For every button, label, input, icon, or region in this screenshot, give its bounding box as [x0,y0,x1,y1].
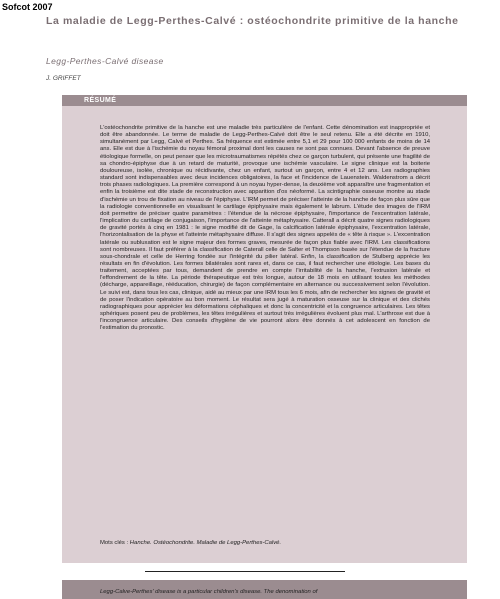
abstract-header-bar [62,95,467,106]
abstract-body-text: L'ostéochondrite primitive de la hanche est une maladie très particulière de l'enfant. Cette dénomination est inappropriée et doit être abandonnée. Le terme de maladie de Legg-Perthes-Calvé doit être le seul retenu. Elle a été décrite en 1910, simultanément par Legg, Calvé et Perthes. Sa fréquence est estimée entre 5,1 et 29 pour 100 000 enfants de moins de 14 ans. Elle est due à l'ischémie du noyau fémoral proximal dont les causes ne sont pas connues. Devant l'absence de preuve étiologique formelle, on peut penser que les microtraumatismes répétés chez ce garçon turbulent, qui présente une fragilité de sa chondro-épiphyse due à un retard de maturité, provoque une ischémie vasculaire. Le signe clinique est la boiterie douloureuse, isolée, chronique ou récidivante, chez un enfant, surtout un garçon, entre 4 et 12 ans. Les radiographies standard sont indispensables avec deux incidences obligatoires, la face et l'incidence de Lauenstein. Waldenstrom a décrit trois phases radiologiques. La première correspond à un noyau hyper-dense, la deuxième voit apparaître une fragmentation et enfin la troisième est dite stade de reconstruction avec apparition d'os néoformé. La scintigraphie osseuse montre au stade d'ischémie un trou de fixation au niveau de l'épiphyse. L'IRM permet de préciser l'atteinte de la hanche de façon plus sûre que la radiologie conventionnelle en visualisant le cartilage épiphysaire mais également le labrum. L'étude des images de l'IRM doit permettre de préciser quatre paramètres : l'étendue de la nécrose épiphysaire, l'importance de l'excentration latérale, l'implication du cartilage de conjugaison, l'importance de l'atteinte métaphysaire. Catterall a décrit quatre signes radiologiques de gravité portés à cinq en 1981 : le signe modifié dit de Gage, la calcification latérale épiphysaire, l'excentration latérale, l'horizontalisation de la physe et l'atteinte métaphysaire diffuse. Il s'agit des signes appelés de « tête à risque ». L'excentration latérale ou subluxation est le signe majeur des formes graves, mesurée de façon plus fiable avec l'IRM. Les classifications sont nombreuses. Il faut préférer à la classification de Caterall celle de Salter et Thompson basée sur l'étendue de la fracture sous-chondrale et celle de Herring fondée sur l'intégrité du pilier latéral. Enfin, la classification de Stulberg apprécie les résultats en fin d'évolution. Les formes bilatérales sont rares et, dans ce cas, il faut rechercher une étiologie. Les bases du traitement, acceptées par tous, demandent de prendre en compte l'irritabilité de la hanche, l'extrusion latérale et l'effondrement de la tête. La période thérapeutique est très longue, autour de 18 mois en utilisant toutes les méthodes (décharge, appareillage, rééducation, chirurgie) de façon complémentaire en alternance ou successivement selon l'évolution. Le suivi est, dans tous les cas, clinique, aidé au mieux par une IRM tous les 6 mois, afin de rechercher les signes de gravité et de poser l'indication opératoire au bon moment. Le résultat sera jugé à maturation osseuse sur la clinique et des clichés radiographiques pour apprécier les déformations céphaliques et donc la concentricité et la congruence articulaires. Les têtes sphériques posent peu de problèmes, les têtes irrégulières et surtout très irrégulières évoluent plus mal. L'arthrose est due à l'incongruence articulaire. Des conseils d'hygiène de vie pourront alors être donnés à cet adolescent en fonction de l'estimation du pronostic. [100,125,430,332]
article-author: J. GRIFFET [46,75,81,82]
article-title: La maladie de Legg-Perthes-Calvé : ostéochondrite primitive de la hanche [46,15,459,27]
abstract-heading: RÉSUMÉ [84,97,117,104]
keywords-label: Mots clés : [100,540,129,546]
keywords-line [100,540,430,546]
article-subtitle: Legg-Perthes-Calvé disease [46,56,164,66]
section-divider [145,571,345,572]
journal-header: Sofcot 2007 [2,2,53,12]
keywords-list: Hanche. Ostéochondrite. Maladie de Legg-Perthes-Calvé. [129,540,282,546]
english-abstract-text: Legg-Calve-Perthes' disease is a particular children's disease. The denomination of [100,589,318,595]
